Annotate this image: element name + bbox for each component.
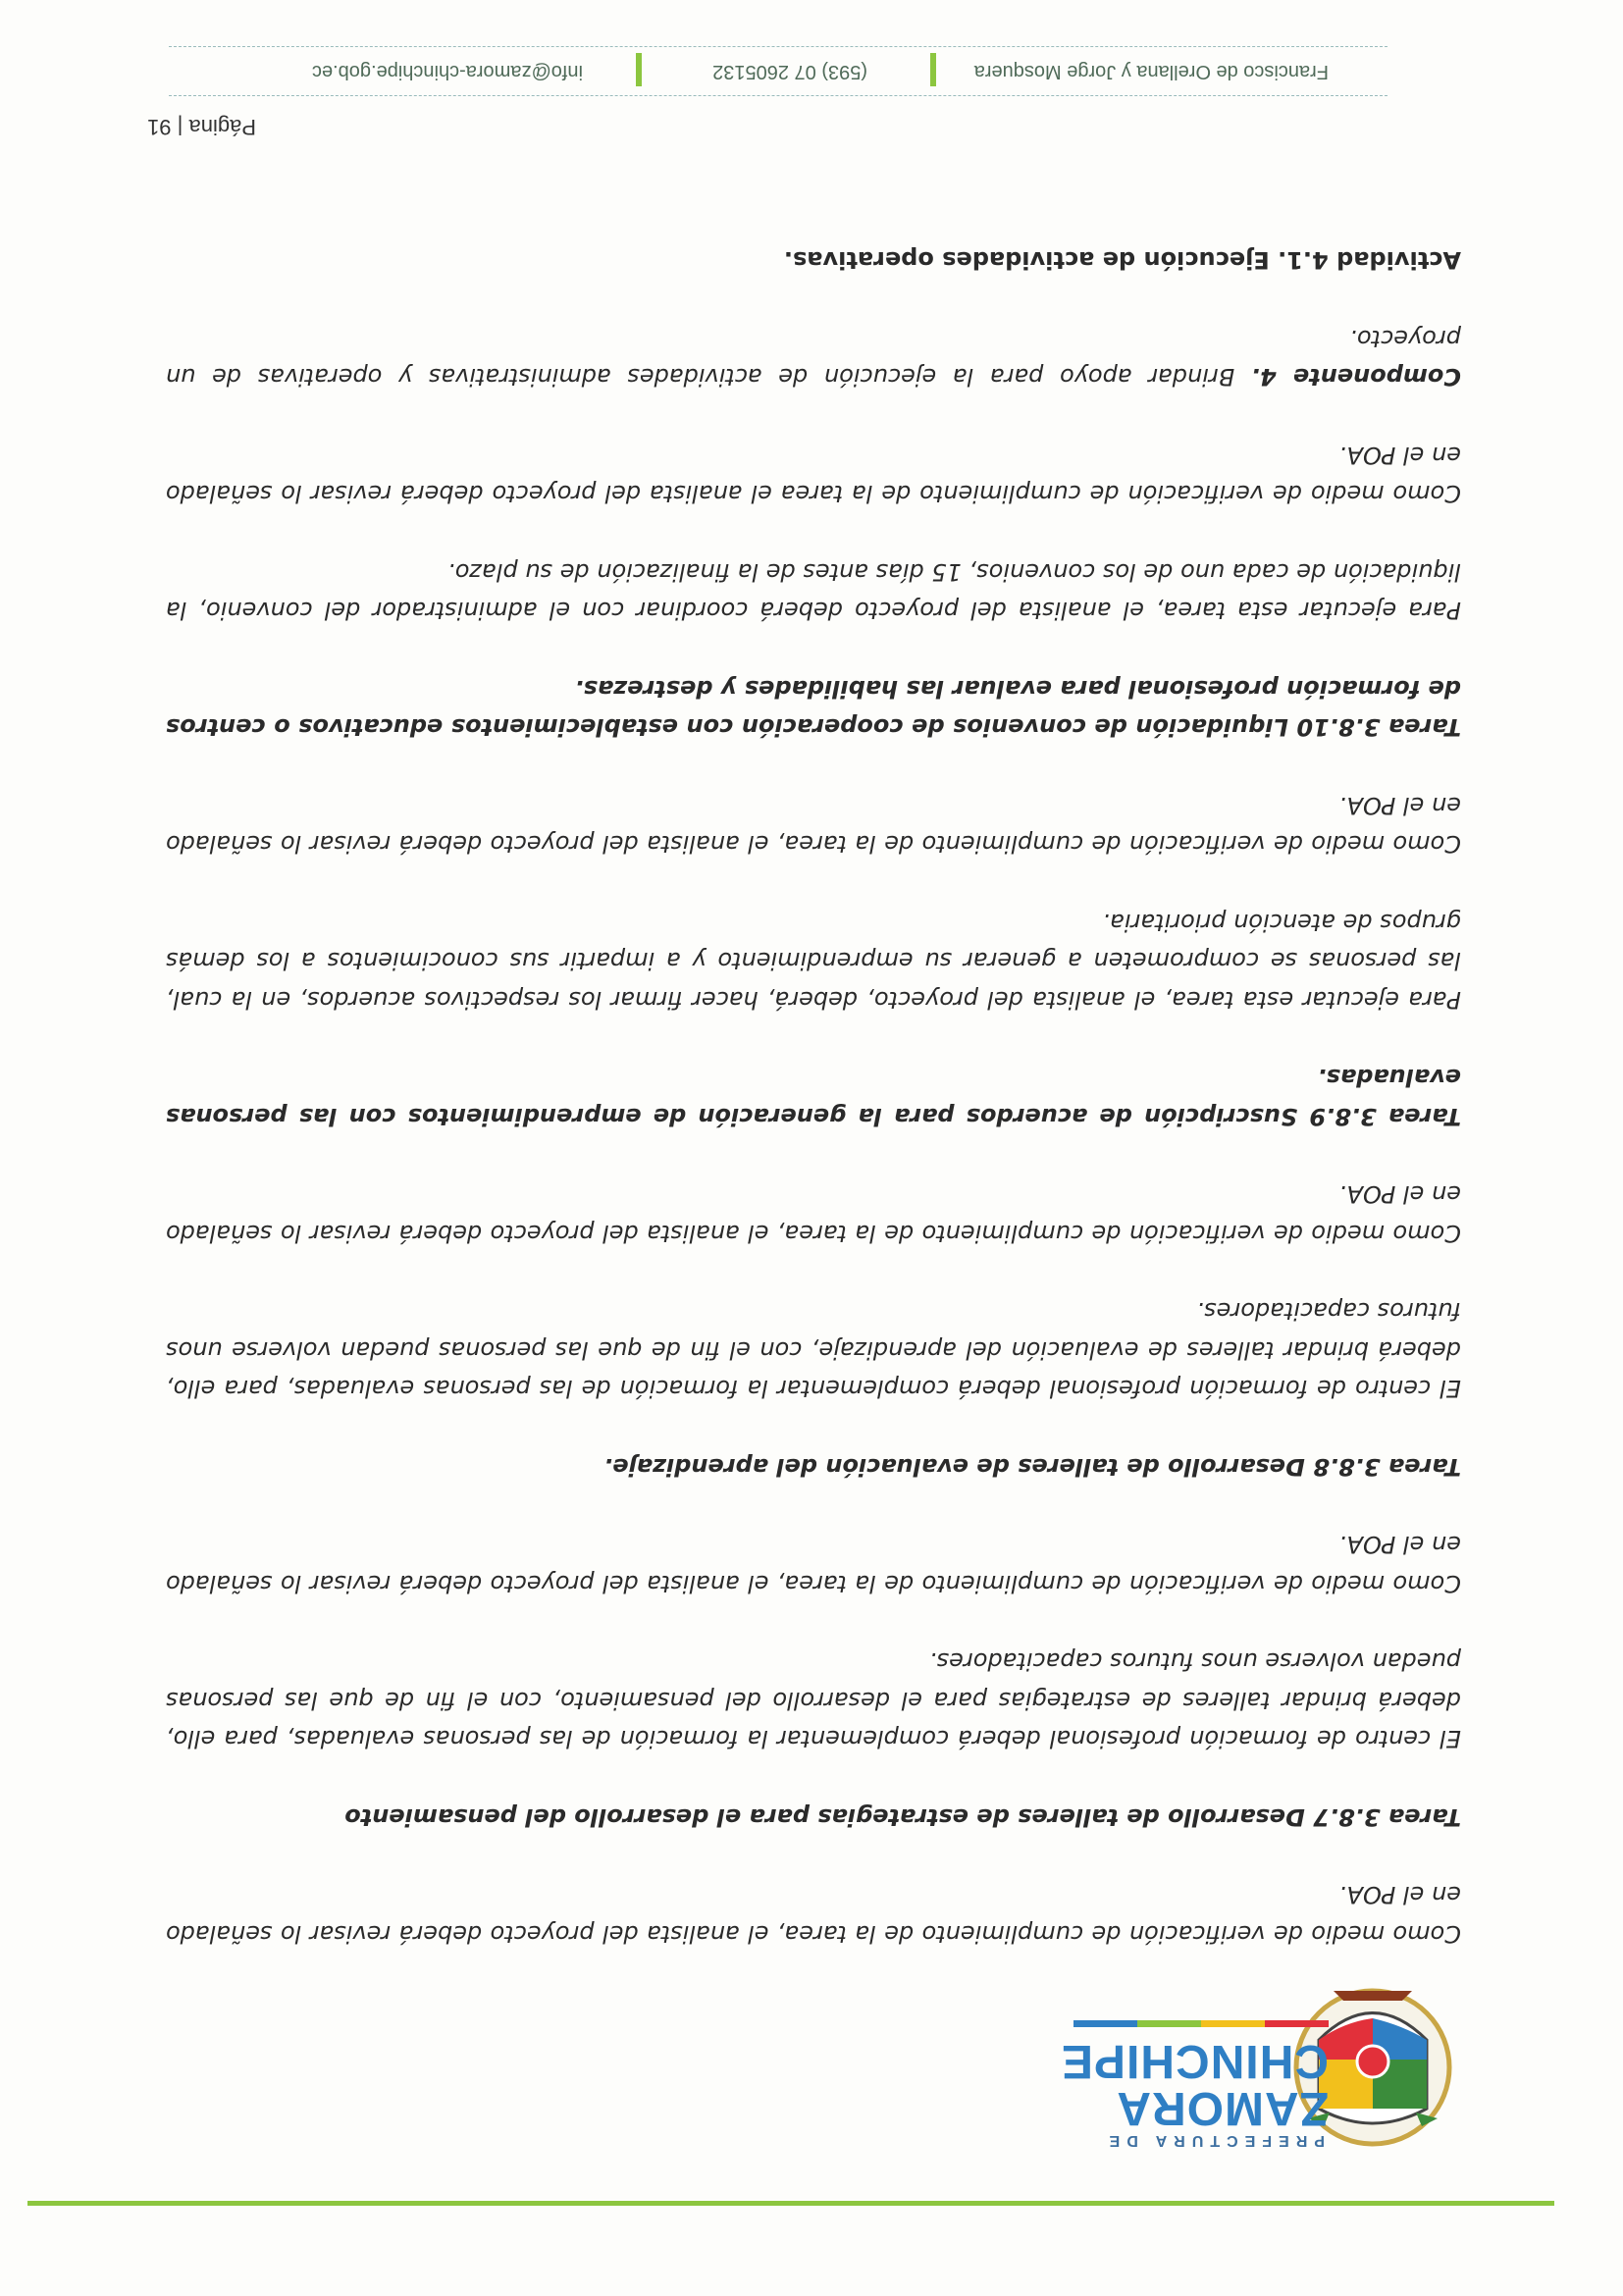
paragraph: Como medio de verificación de cumplimiento de la tarea, el analista del proyecto deberá revisar lo señalado en el POA. bbox=[166, 1180, 1461, 1247]
brand-wordmark bbox=[1034, 2020, 1329, 2149]
component-4-text: Brindar apoyo para la ejecución de actividades administrativas y operativas de un proyecto. bbox=[166, 325, 1461, 391]
footer-email: info@zamora-chinchipe.gob.ec bbox=[311, 61, 583, 82]
footer-address: Francisco de Orellana y Jorge Mosquera bbox=[973, 61, 1329, 82]
page-number: Página | 91 bbox=[147, 115, 256, 139]
brand-name-line2: CHINCHIPE bbox=[1060, 2035, 1329, 2087]
paragraph: Para ejecutar esta tarea, el analista del proyecto, deberá, hacer firmar los respectivos acuerdos, en la cual, las personas se comprometen a generar su emprendimiento y a impartir sus conocimientos a los demás grupos de atención prioritaria. bbox=[166, 909, 1461, 1014]
task-heading-3-8-10: Tarea 3.8.10 Liquidación de convenios de cooperación con establecimientos educativos o centros de formación profesional para evaluar las habilidades y destrezas. bbox=[166, 675, 1461, 742]
footer-separator bbox=[930, 53, 936, 86]
footer-divider-bottom bbox=[169, 45, 1387, 47]
footer-separator bbox=[636, 53, 642, 86]
header-rule bbox=[27, 2201, 1554, 2206]
task-heading-3-8-7: Tarea 3.8.7 Desarrollo de talleres de estrategias para el desarrollo del pensamiento bbox=[344, 1803, 1461, 1831]
footer-divider-top bbox=[169, 94, 1387, 96]
paragraph: Para ejecutar esta tarea, el analista del proyecto deberá coordinar con el administrador del convenio, la liquidación de cada uno de los convenios, 15 días antes de la finalización de su plazo. bbox=[166, 558, 1461, 625]
document-body bbox=[166, 240, 1461, 1953]
brand-name-line1: ZAMORA bbox=[1116, 2082, 1329, 2134]
footer-contact bbox=[239, 51, 1329, 86]
brand-prefix: PREFECTURA DE bbox=[1102, 2132, 1325, 2149]
paragraph: El centro de formación profesional deberá complementar la formación de las personas evaluadas, para ello, deberá brindar talleres de evaluación del aprendizaje, con el fin de que las personas puedan volverse unos futuros capacitadores. bbox=[166, 1297, 1461, 1403]
paragraph: Como medio de verificación de cumplimiento de la tarea el analista del proyecto deberá revisar lo señalado en el POA. bbox=[166, 442, 1461, 508]
paragraph: El centro de formación profesional deberá complementar la formación de las personas evaluadas, para ello, deberá brindar talleres de estrategias para el desarrollo del pensamiento, con el fin de que las personas puedan volverse unos futuros capacitadores. bbox=[166, 1647, 1461, 1753]
brand-color-bar bbox=[1073, 2020, 1329, 2027]
footer-phone: (593) 07 2605132 bbox=[712, 61, 867, 82]
task-heading-3-8-9: Tarea 3.8.9 Suscripción de acuerdos para la generación de emprendimientos con las personas evaluadas. bbox=[166, 1064, 1461, 1130]
task-heading-3-8-8: Tarea 3.8.8 Desarrollo de talleres de evaluación del aprendizaje. bbox=[603, 1453, 1461, 1481]
component-4-paragraph bbox=[166, 319, 1461, 396]
paragraph: Como medio de verificación de cumplimiento de la tarea, el analista del proyecto deberá revisar lo señalado en el POA. bbox=[166, 1881, 1461, 1948]
activity-4-1-heading: Actividad 4.1. Ejecución de actividades operativas. bbox=[783, 246, 1461, 275]
component-4-label: Componente 4. bbox=[1250, 363, 1461, 391]
paragraph: Como medio de verificación de cumplimiento de la tarea, el analista del proyecto deberá revisar lo señalado en el POA. bbox=[166, 792, 1461, 859]
paragraph: Como medio de verificación de cumplimiento de la tarea, el analista del proyecto deberá revisar lo señalado en el POA. bbox=[166, 1531, 1461, 1597]
